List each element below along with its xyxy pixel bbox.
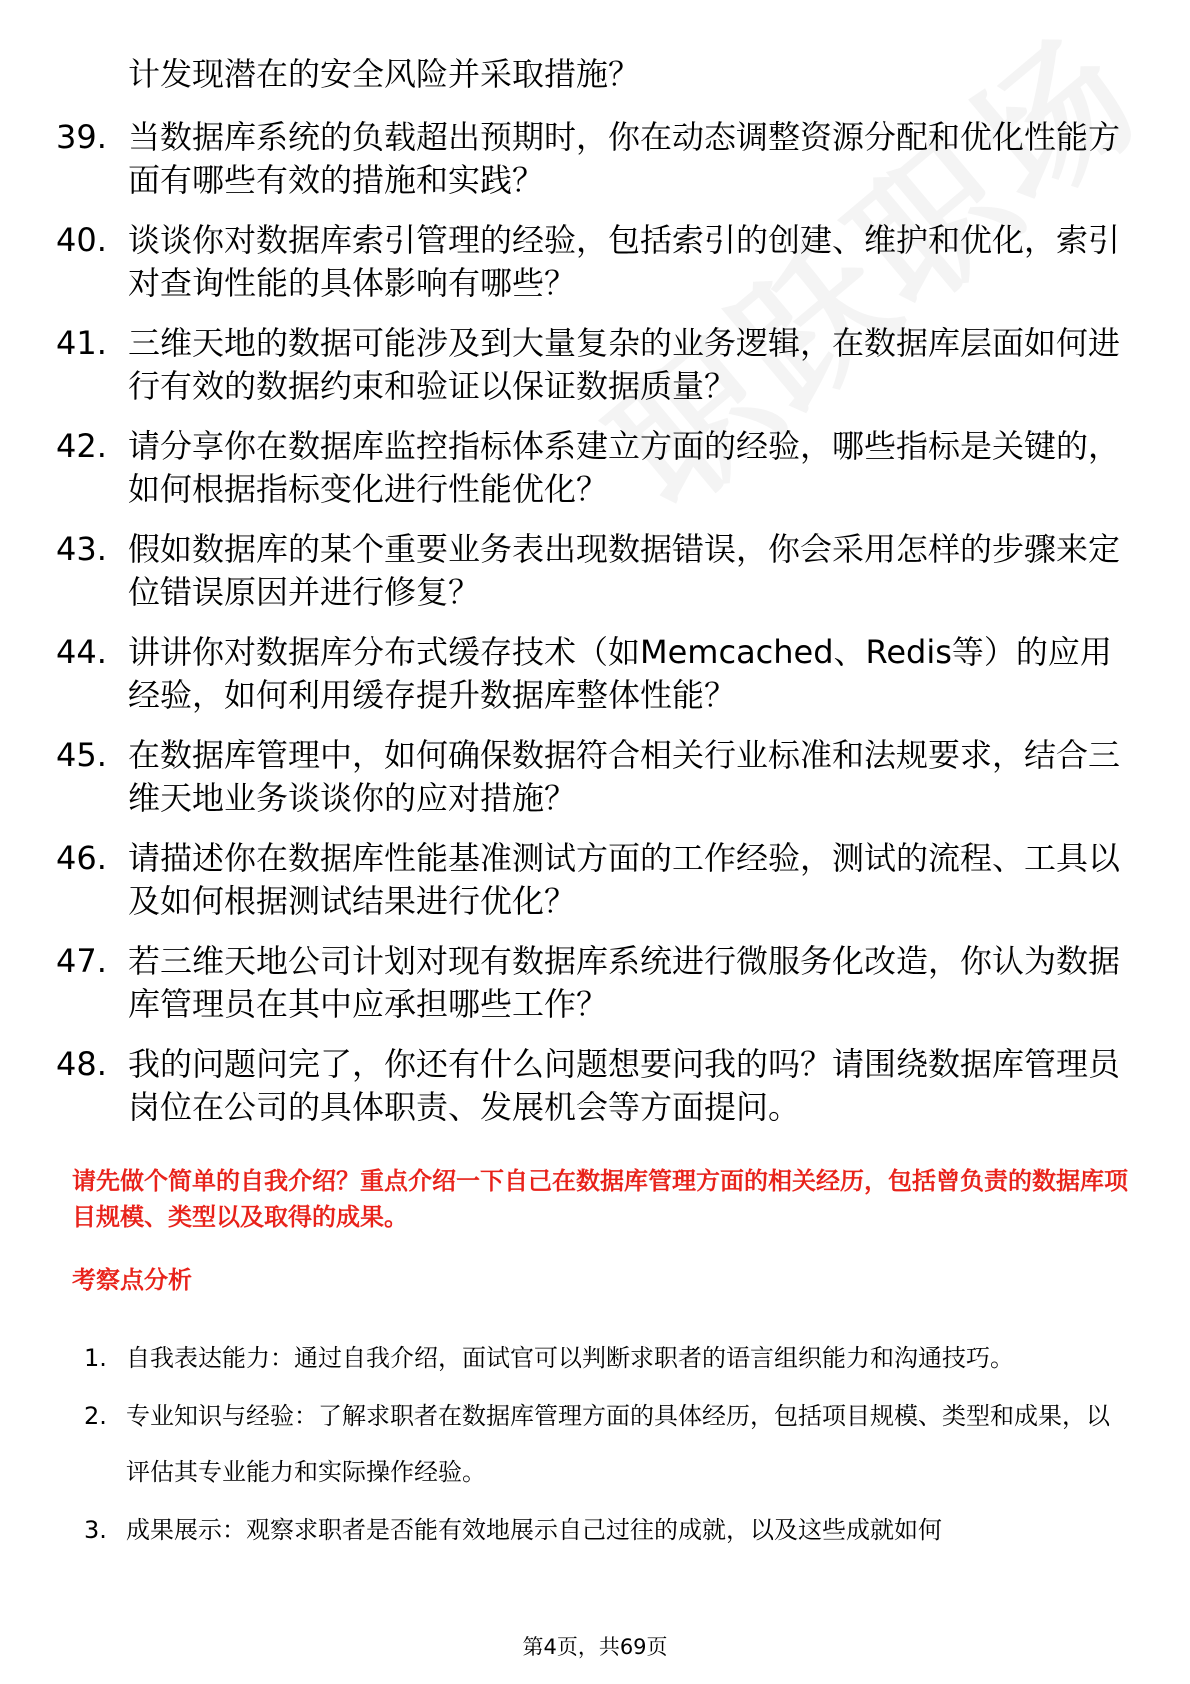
analysis-number: 2.: [84, 1402, 107, 1430]
question-text: 三维天地的数据可能涉及到大量复杂的业务逻辑，在数据库层面如何进行有效的数据约束和验证以保证数据质量？: [128, 324, 1121, 405]
question-item: [56, 837, 1136, 923]
question-item: [56, 631, 1136, 717]
analysis-item: [84, 1502, 1124, 1558]
question-continuation: 计发现潜在的安全风险并采取措施？: [128, 55, 641, 93]
question-number: 45.: [56, 736, 107, 774]
page-footer: 第4页，共69页: [522, 1635, 668, 1659]
question-text: 我的问题问完了，你还有什么问题想要问我的吗？请围绕数据库管理员岗位在公司的具体职责、发展机会等方面提问。: [128, 1045, 1121, 1126]
question-text: 当数据库系统的负载超出预期时，你在动态调整资源分配和优化性能方面有哪些有效的措施和实践？: [128, 118, 1121, 199]
analysis-item: [84, 1330, 1124, 1386]
analysis-item: [84, 1388, 1124, 1500]
question-number: 41.: [56, 324, 107, 362]
question-item: [56, 1043, 1136, 1129]
question-number: 48.: [56, 1045, 107, 1083]
question-number: 39.: [56, 118, 107, 156]
analysis-list: [84, 1330, 1124, 1560]
question-text: 假如数据库的某个重要业务表出现数据错误，你会采用怎样的步骤来定位错误原因并进行修复？: [128, 530, 1121, 611]
question-number: 44.: [56, 633, 107, 671]
question-item: [56, 322, 1136, 408]
analysis-number: 3.: [84, 1516, 107, 1544]
question-text: 请分享你在数据库监控指标体系建立方面的经验，哪些指标是关键的，如何根据指标变化进行性能优化？: [128, 427, 1121, 508]
question-number: 40.: [56, 221, 107, 259]
question-number: 43.: [56, 530, 107, 568]
question-text: 讲讲你对数据库分布式缓存技术（如Memcached、Redis等）的应用经验，如何利用缓存提升数据库整体性能？: [128, 633, 1112, 714]
analysis-text: 成果展示：观察求职者是否能有效地展示自己过往的成就，以及这些成就如何: [126, 1516, 942, 1544]
question-item: [56, 116, 1136, 202]
intro-question-heading: 请先做个简单的自我介绍？重点介绍一下自己在数据库管理方面的相关经历，包括曾负责的数据库项目规模、类型以及取得的成果。: [72, 1167, 1128, 1231]
question-item: [56, 528, 1136, 614]
question-text: 请描述你在数据库性能基准测试方面的工作经验，测试的流程、工具以及如何根据测试结果进行优化？: [128, 839, 1121, 920]
question-number: 46.: [56, 839, 107, 877]
question-item: [56, 734, 1136, 820]
analysis-number: 1.: [84, 1344, 107, 1372]
question-text: 谈谈你对数据库索引管理的经验，包括索引的创建、维护和优化，索引对查询性能的具体影响有哪些？: [128, 221, 1121, 302]
analysis-text: 专业知识与经验：了解求职者在数据库管理方面的具体经历，包括项目规模、类型和成果，以评估其专业能力和实际操作经验。: [126, 1402, 1110, 1486]
question-item: [56, 219, 1136, 305]
question-item: [56, 425, 1136, 511]
question-text: 在数据库管理中，如何确保数据符合相关行业标准和法规要求，结合三维天地业务谈谈你的应对措施？: [128, 736, 1121, 817]
question-number: 47.: [56, 942, 107, 980]
question-number: 42.: [56, 427, 107, 465]
question-list: [56, 116, 1136, 1146]
analysis-title: 考察点分析: [72, 1266, 192, 1294]
question-text: 若三维天地公司计划对现有数据库系统进行微服务化改造，你认为数据库管理员在其中应承担哪些工作？: [128, 942, 1121, 1023]
analysis-text: 自我表达能力：通过自我介绍，面试官可以判断求职者的语言组织能力和沟通技巧。: [126, 1344, 1014, 1372]
question-item: [56, 940, 1136, 1026]
